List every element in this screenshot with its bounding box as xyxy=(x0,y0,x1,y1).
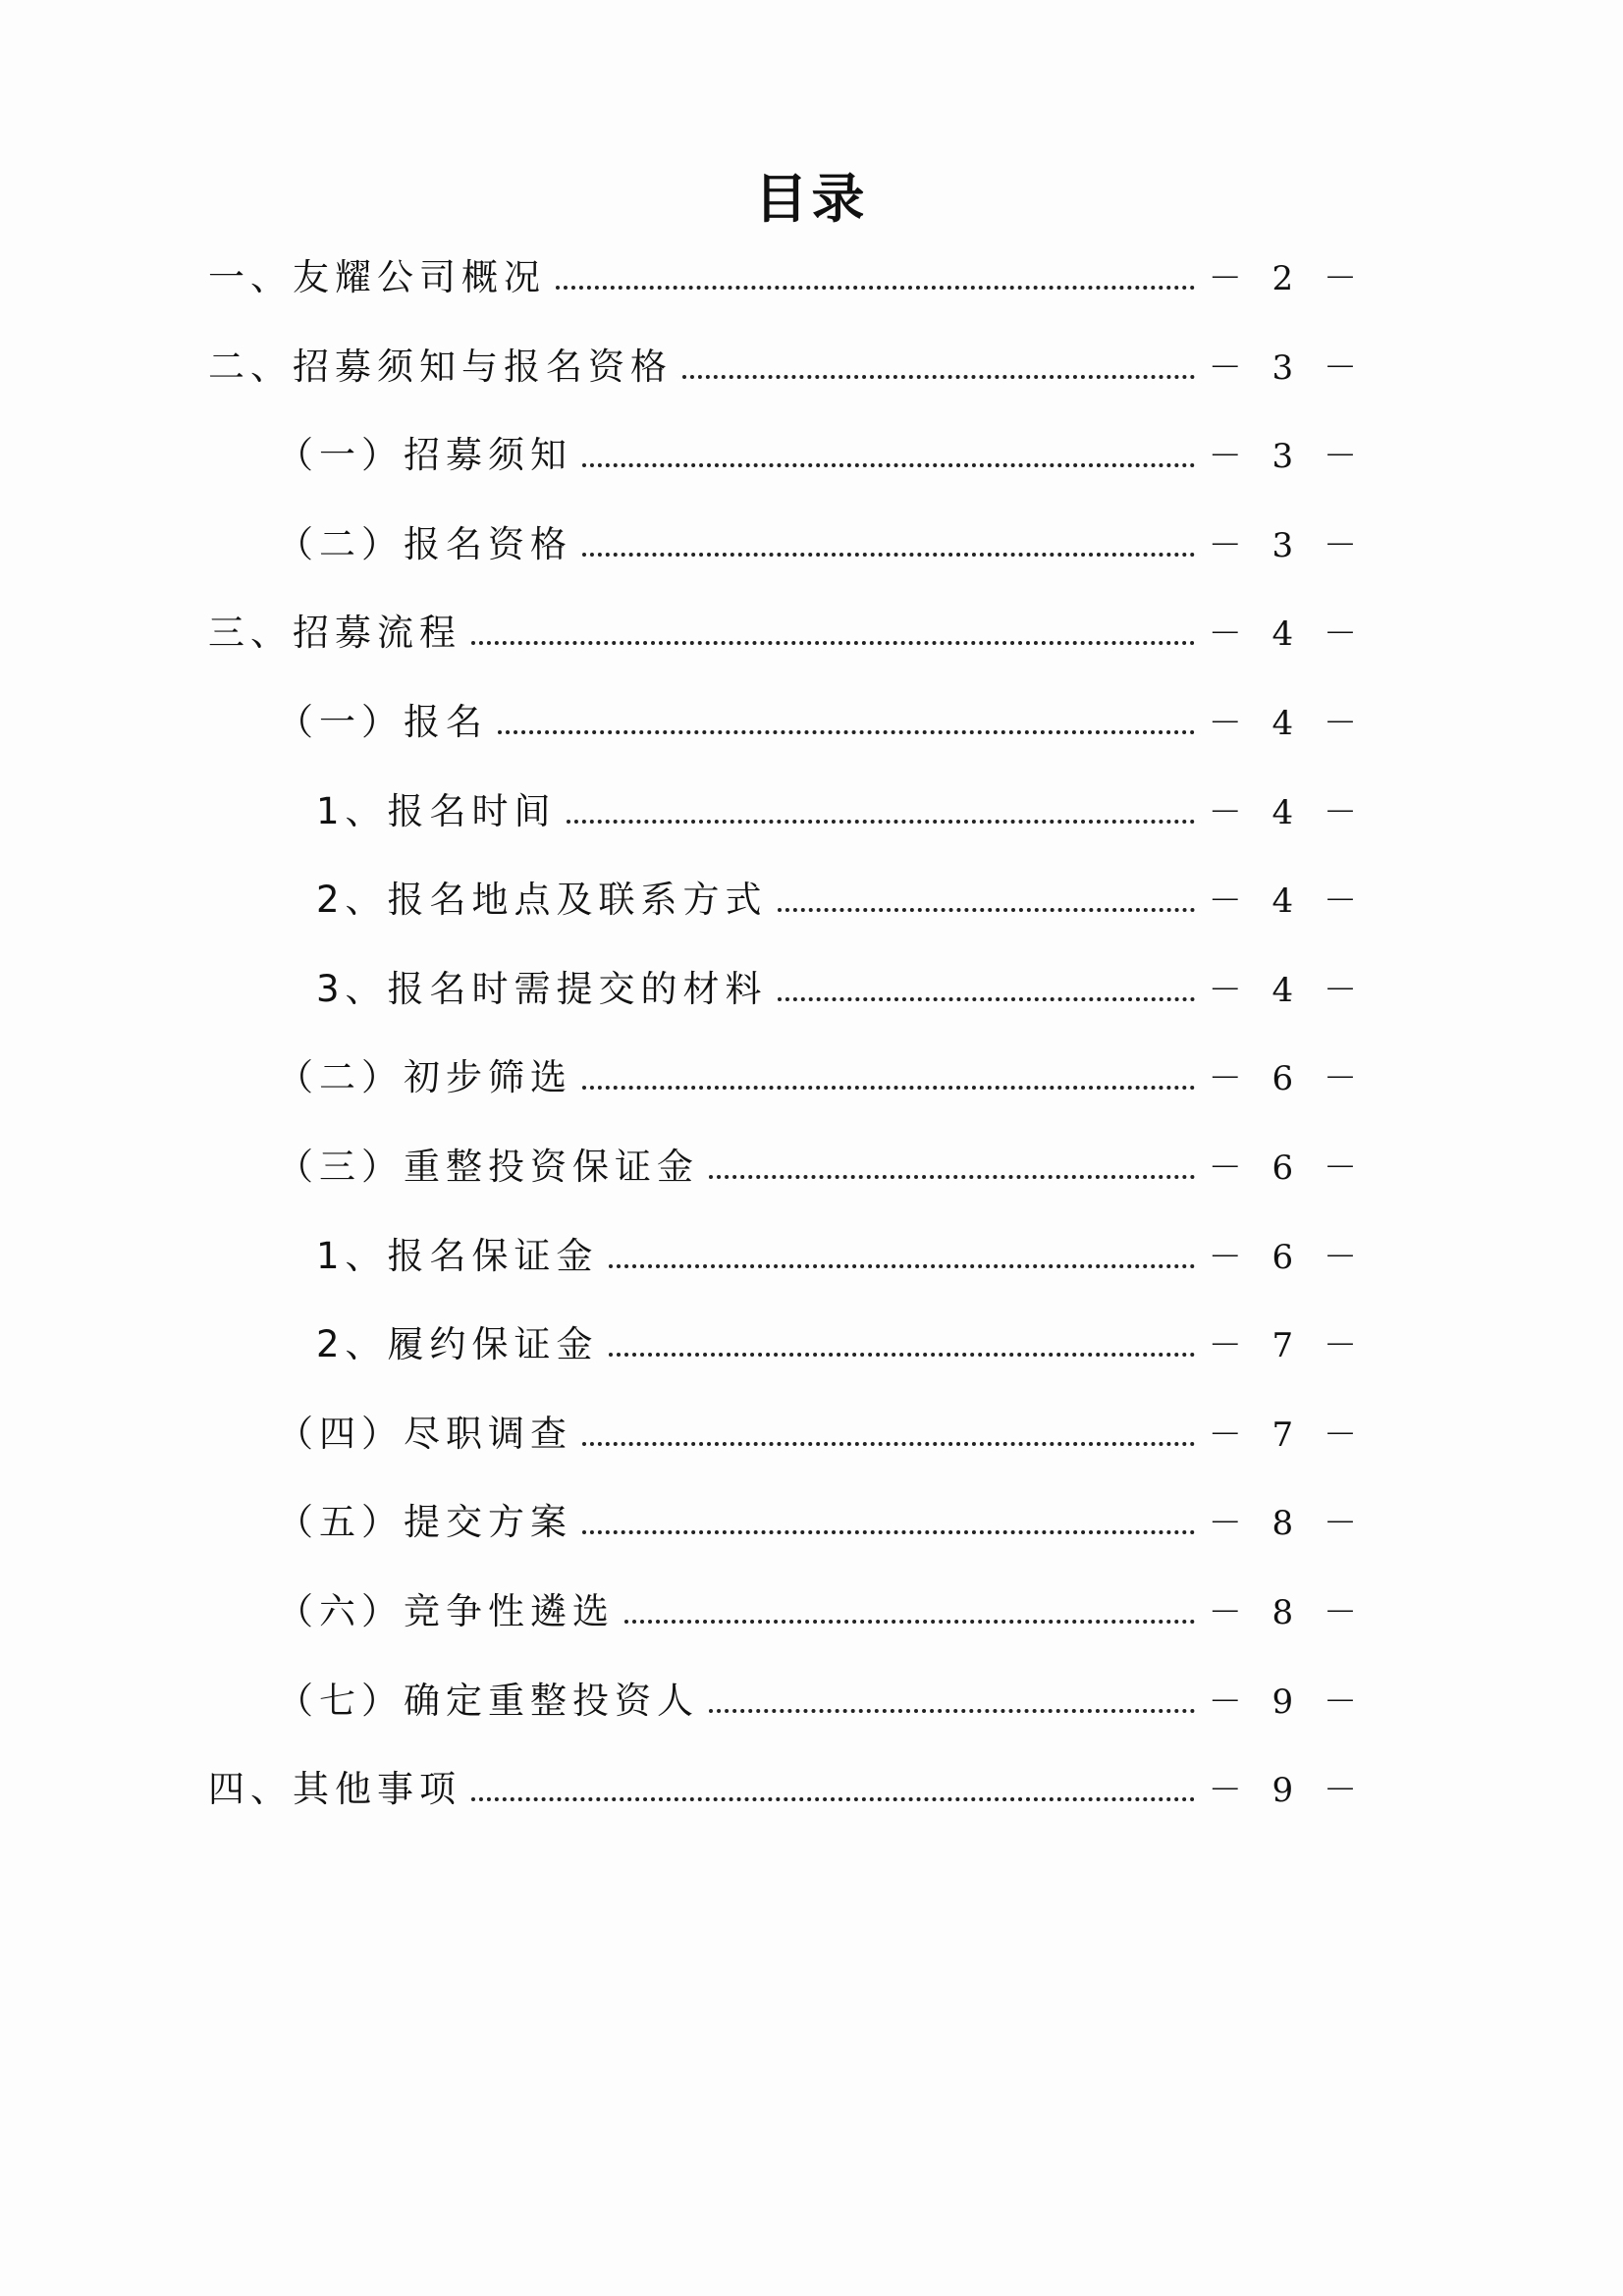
toc-entry-label: （三）重整投资保证金 xyxy=(277,1145,699,1188)
toc-entry[interactable] xyxy=(208,960,1367,1049)
toc-entry[interactable] xyxy=(208,338,1367,427)
toc-entry[interactable] xyxy=(208,248,1367,338)
toc-entry-label: （四）尽职调查 xyxy=(277,1412,572,1455)
toc-entry[interactable] xyxy=(208,604,1367,693)
toc-entry[interactable] xyxy=(208,515,1367,605)
toc-entry[interactable] xyxy=(208,1048,1367,1138)
toc-entry[interactable] xyxy=(208,1760,1367,1849)
toc-entry[interactable] xyxy=(208,782,1367,872)
dot-leader xyxy=(582,1441,1195,1446)
toc-entry[interactable] xyxy=(208,1672,1367,1761)
dot-leader xyxy=(582,552,1195,557)
dot-leader xyxy=(709,1708,1195,1713)
toc-entry-label: 2、报名地点及联系方式 xyxy=(316,879,768,922)
dot-leader xyxy=(567,819,1195,824)
toc-entry-page: － 4 － xyxy=(1208,614,1367,655)
toc-entry[interactable] xyxy=(208,1405,1367,1494)
toc-entry-page: － 4 － xyxy=(1208,792,1367,832)
toc-entry-page: － 3 － xyxy=(1208,525,1367,565)
toc-entry-page: － 7 － xyxy=(1208,1415,1367,1455)
dot-leader xyxy=(471,1796,1195,1801)
toc-entry-label: 四、其他事项 xyxy=(208,1768,461,1811)
toc-entry-page: － 4 － xyxy=(1208,970,1367,1010)
toc-entry-label: 1、报名时间 xyxy=(316,789,557,832)
toc-entry-page: － 4 － xyxy=(1208,703,1367,743)
toc-entry-label: （六）竞争性遴选 xyxy=(277,1589,615,1632)
toc-entry-label: 三、招募流程 xyxy=(208,612,461,655)
dot-leader xyxy=(778,996,1195,1001)
toc-entry-page: － 7 － xyxy=(1208,1326,1367,1366)
toc-entry-label: 一、友耀公司概况 xyxy=(208,256,546,298)
dot-leader xyxy=(709,1174,1195,1179)
dot-leader xyxy=(682,374,1195,379)
dot-leader xyxy=(582,462,1195,467)
toc-entry-label: （一）报名 xyxy=(277,700,488,743)
toc-entry[interactable] xyxy=(208,1315,1367,1405)
table-of-contents xyxy=(208,248,1367,1849)
dot-leader xyxy=(582,1085,1195,1090)
toc-entry-label: （一）招募须知 xyxy=(277,434,572,477)
dot-leader xyxy=(498,729,1195,734)
dot-leader xyxy=(582,1529,1195,1534)
toc-entry-page: － 6 － xyxy=(1208,1059,1367,1099)
toc-entry[interactable] xyxy=(208,1493,1367,1582)
toc-entry-label: （七）确定重整投资人 xyxy=(277,1679,699,1722)
toc-entry-label: （二）初步筛选 xyxy=(277,1056,572,1099)
toc-entry[interactable] xyxy=(208,426,1367,515)
toc-entry[interactable] xyxy=(208,693,1367,782)
toc-entry-page: － 9 － xyxy=(1208,1771,1367,1811)
toc-entry-page: － 3 － xyxy=(1208,347,1367,388)
toc-entry-label: 3、报名时需提交的材料 xyxy=(316,967,768,1010)
toc-entry-page: － 3 － xyxy=(1208,437,1367,477)
toc-entry-page: － 8 － xyxy=(1208,1592,1367,1632)
dot-leader xyxy=(624,1619,1195,1624)
page-title: 目录 xyxy=(754,168,869,230)
toc-entry-page: － 2 － xyxy=(1208,259,1367,298)
toc-entry[interactable] xyxy=(208,871,1367,960)
toc-entry-label: 1、报名保证金 xyxy=(316,1234,599,1277)
toc-entry-page: － 6 － xyxy=(1208,1237,1367,1277)
dot-leader xyxy=(556,285,1195,290)
toc-entry[interactable] xyxy=(208,1227,1367,1316)
dot-leader xyxy=(471,640,1195,645)
toc-entry-label: 2、履约保证金 xyxy=(316,1323,599,1366)
toc-entry[interactable] xyxy=(208,1138,1367,1227)
toc-entry-label: 二、招募须知与报名资格 xyxy=(208,345,673,388)
toc-entry-page: － 9 － xyxy=(1208,1682,1367,1722)
toc-entry-label: （五）提交方案 xyxy=(277,1501,572,1544)
toc-entry[interactable] xyxy=(208,1582,1367,1672)
dot-leader xyxy=(778,907,1195,912)
toc-entry-page: － 4 － xyxy=(1208,881,1367,922)
dot-leader xyxy=(609,1263,1195,1268)
dot-leader xyxy=(609,1352,1195,1357)
toc-entry-page: － 6 － xyxy=(1208,1148,1367,1188)
toc-entry-label: （二）报名资格 xyxy=(277,522,572,565)
toc-entry-page: － 8 － xyxy=(1208,1504,1367,1544)
